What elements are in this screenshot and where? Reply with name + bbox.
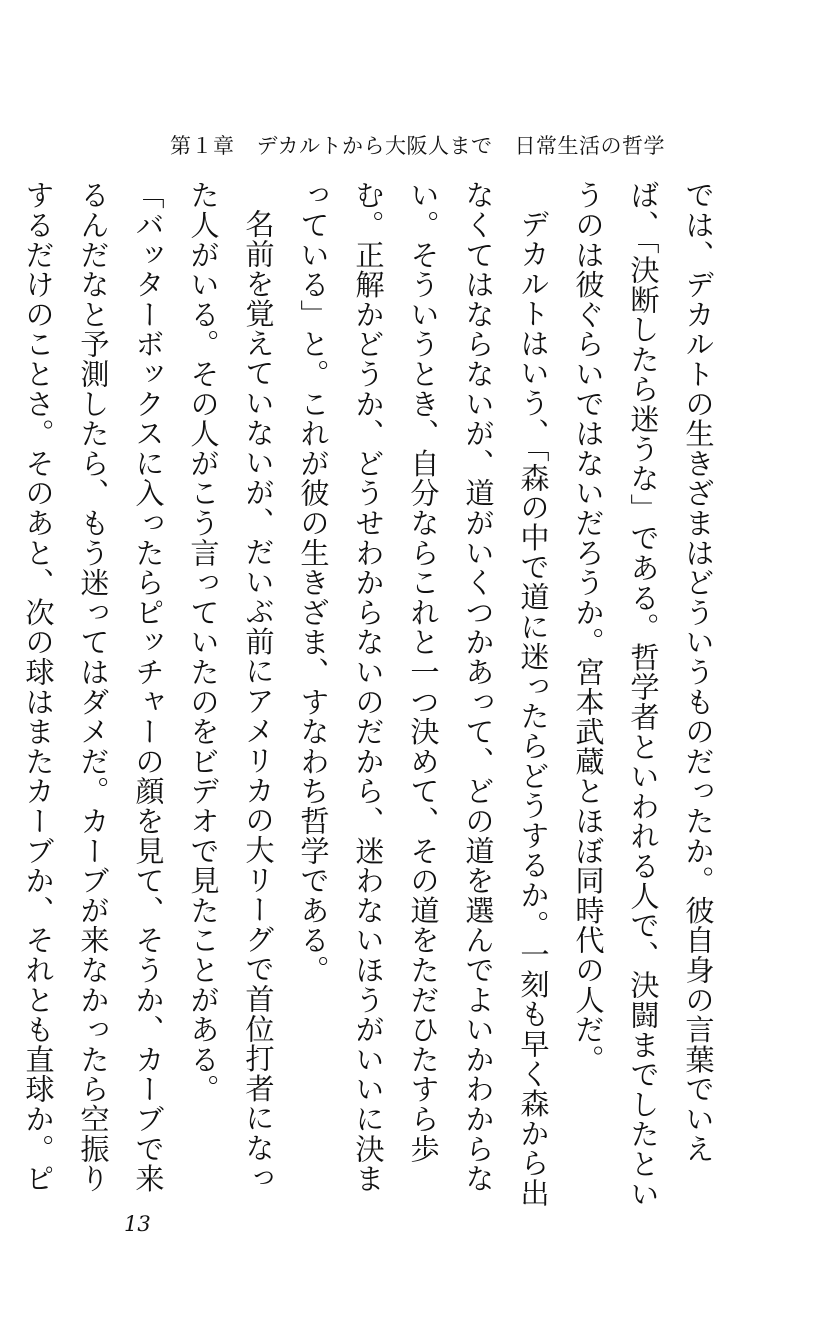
section-title: 日常生活の哲学 xyxy=(514,134,666,158)
paragraph: 「バッターボックスに入ったらピッチャーの顔を見て、そうか、カーブで来るんだなと予測したら、もう迷ってはダメだ。カーブが来なかったら空振りするだけのことさ。そのあと、次の球はまたカーブか、それとも直球か。ピ xyxy=(21,180,165,1194)
body-text xyxy=(0,180,725,1210)
paragraph: では、デカルトの生きざまはどういうものだったか。彼自身の言葉でいえば、「決断したら迷うな」である。哲学者といわれる人で、決闘までしたというのは彼ぐらいではないだろうか。宮本武蔵とほぼ同時代の人だ。 xyxy=(571,180,715,1209)
running-head xyxy=(0,130,835,160)
page-number: 13 xyxy=(124,1212,151,1236)
chapter-number: 第１章 xyxy=(169,134,235,158)
paragraph: 名前を覚えていないが、だいぶ前にアメリカの大リーグで首位打者になった人がいる。その人がこう言っていたのをビデオで見たことがある。 xyxy=(186,180,275,1193)
chapter-title: デカルトから大阪人まで xyxy=(256,134,493,158)
paragraph: デカルトはいう、「森の中で道に迷ったらどうするか。一刻も早く森から出なくてはならないが、道がいくつかあって、どの道を選んでよいかわからない。そういうとき、自分ならこれと一つ決めて、その道をただひたすら歩む。正解かどうか、どうせわからないのだから、迷わないほうがいいに決まっている」と。これが彼の生きざま、すなわち哲学である。 xyxy=(296,180,550,1208)
